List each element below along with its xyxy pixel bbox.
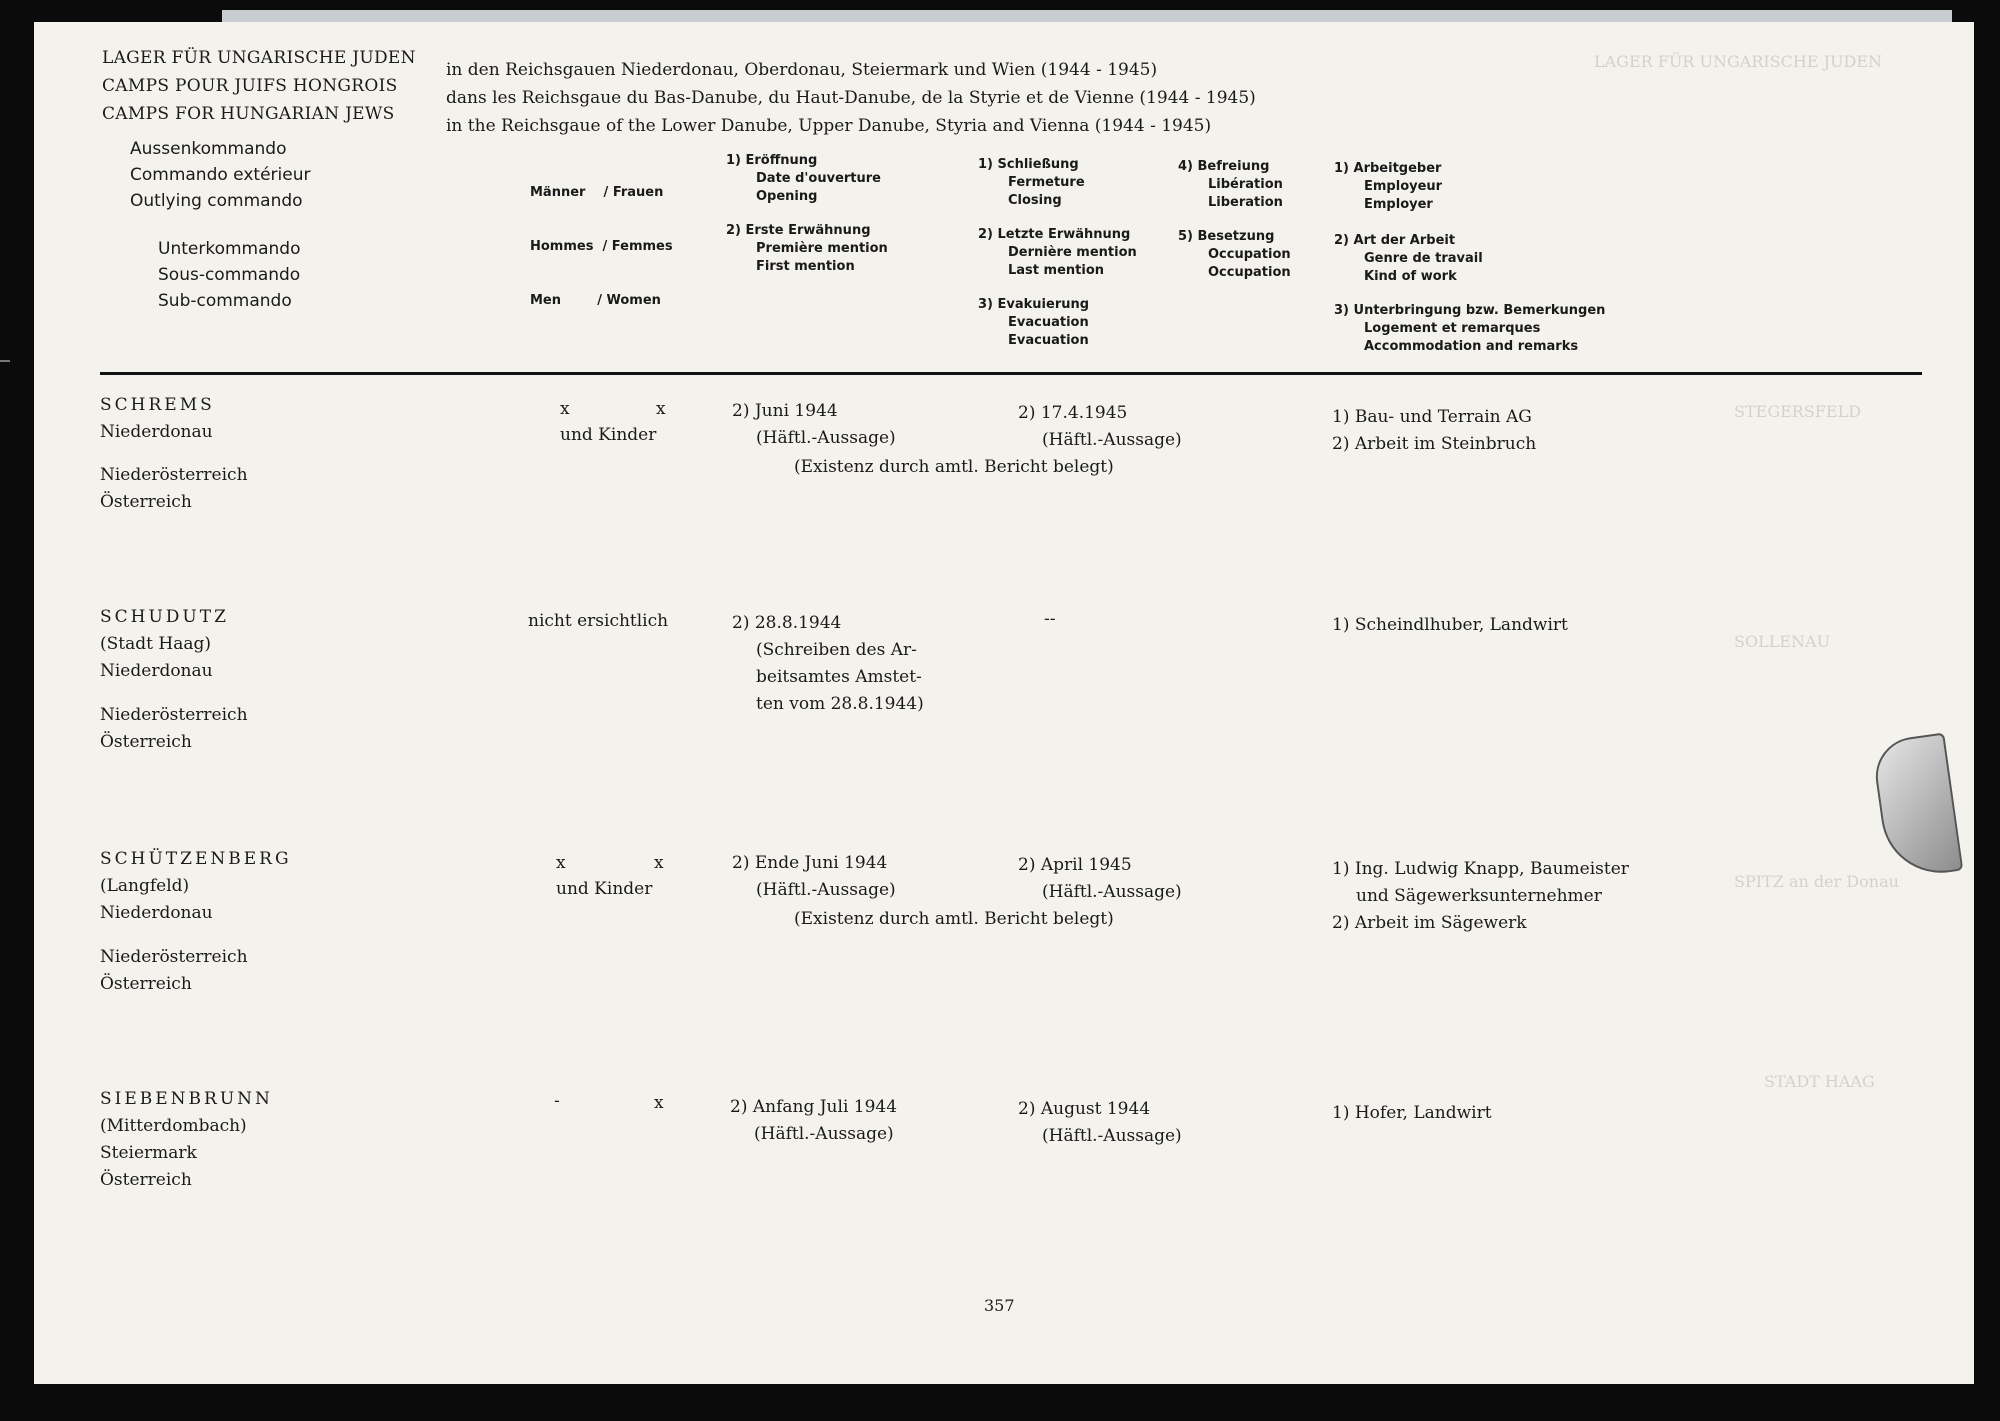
legend-gender: [530, 148, 673, 346]
legend-opening-fr: Date d'ouverture: [756, 171, 881, 186]
employer-text: 1) Hofer, Landwirt: [1332, 1103, 1492, 1123]
legend-kind-of-work: [1334, 232, 1483, 286]
extra-note: und Kinder: [556, 879, 653, 899]
region-country: Österreich: [100, 732, 192, 752]
place-gau: Niederdonau: [100, 903, 213, 923]
region-state: Niederösterreich: [100, 705, 248, 725]
legend-occupation: [1178, 228, 1291, 282]
last-mention: [1018, 400, 1182, 454]
place-name: SCHUDUTZ: [100, 607, 229, 627]
legend-sub-en: Sub-commando: [158, 291, 292, 311]
legend-outlying-en: Outlying commando: [130, 191, 303, 211]
extra-note: und Kinder: [560, 425, 657, 445]
gender-note: nicht ersichtlich: [528, 611, 669, 631]
legend-liberation-fr: Libération: [1208, 177, 1283, 192]
legend-gender-de: Männer / Frauen: [530, 185, 664, 200]
title-block: [102, 44, 416, 128]
last-mention-source: (Häftl.-Aussage): [1042, 1126, 1182, 1146]
legend-evacuation-en: Evacuation: [1008, 333, 1089, 348]
legend-kind-of-work-de: 2) Art der Arbeit: [1334, 233, 1456, 248]
legend-employer: [1334, 160, 1442, 214]
legend-sub-fr: Sous-commando: [158, 265, 301, 285]
entry-region: [100, 702, 248, 756]
work-info: [1332, 404, 1536, 458]
employer-text: und Sägewerksunternehmer: [1356, 886, 1602, 906]
bleed-through-text: SOLLENAU: [1734, 632, 1831, 651]
legend-last-mention-en: Last mention: [1008, 263, 1105, 278]
work-info: [1332, 856, 1629, 937]
legend-employer-fr: Employeur: [1364, 179, 1443, 194]
legend-sub-de: Unterkommando: [158, 239, 301, 259]
bleed-through-text: SPITZ an der Donau: [1734, 872, 1899, 891]
margin-mark: [0, 360, 10, 362]
last-mention: [1018, 1096, 1182, 1150]
first-mention-date: 2) 28.8.1944: [732, 613, 842, 633]
region-state: Niederösterreich: [100, 465, 248, 485]
men-mark: -: [554, 1091, 560, 1111]
legend-sub: [158, 236, 300, 314]
legend-occupation-en: Occupation: [1208, 265, 1291, 280]
legend-evacuation-de: 3) Evakuierung: [978, 297, 1090, 312]
region-line-fr: dans les Reichsgaue du Bas-Danube, du Haut-Danube, de la Styrie et de Vienne (1944 - 1945): [446, 88, 1256, 108]
bleed-through-text: LAGER FÜR UNGARISCHE JUDEN: [1594, 52, 1883, 71]
entry-place: [100, 392, 215, 446]
region-country: Österreich: [100, 492, 192, 512]
employer-text: 1) Ing. Ludwig Knapp, Baumeister: [1332, 859, 1629, 879]
entry-place: [100, 1086, 273, 1194]
legend-accommodation-fr: Logement et remarques: [1364, 321, 1541, 336]
legend-accommodation: [1334, 302, 1605, 356]
place-name: SCHREMS: [100, 395, 215, 415]
women-mark: x: [656, 399, 666, 419]
title-line-fr: CAMPS POUR JUIFS HONGROIS: [102, 76, 398, 96]
legend-liberation-de: 4) Befreiung: [1178, 159, 1270, 174]
region-line-de: in den Reichsgauen Niederdonau, Oberdonau, Steiermark und Wien (1944 - 1945): [446, 60, 1158, 80]
place-sub: (Langfeld): [100, 876, 190, 896]
legend-occupation-de: 5) Besetzung: [1178, 229, 1275, 244]
legend-kind-of-work-fr: Genre de travail: [1364, 251, 1483, 266]
last-mention-date: --: [1044, 609, 1056, 629]
region-subtitle: [446, 56, 1256, 140]
work-info: [1332, 612, 1568, 639]
first-mention-source: (Häftl.-Aussage): [756, 428, 896, 448]
binder-clip: [1871, 733, 1964, 881]
entry-region: [100, 462, 248, 516]
legend-occupation-fr: Occupation: [1208, 247, 1291, 262]
legend-first-mention-en: First mention: [756, 259, 855, 274]
legend-first-mention-de: 2) Erste Erwähnung: [726, 223, 871, 238]
employer-text: 1) Bau- und Terrain AG: [1332, 407, 1532, 427]
work-kind-text: 2) Arbeit im Sägewerk: [1332, 913, 1527, 933]
last-mention: [1044, 606, 1056, 633]
place-sub: (Mitterdombach): [100, 1116, 247, 1136]
place-gau: Niederdonau: [100, 661, 213, 681]
legend-closing: [978, 156, 1085, 210]
legend-liberation-en: Liberation: [1208, 195, 1283, 210]
first-mention: [732, 398, 896, 452]
legend-closing-en: Closing: [1008, 193, 1062, 208]
first-mention-source: ten vom 28.8.1944): [756, 694, 924, 714]
first-mention-source: (Schreiben des Ar-: [756, 640, 917, 660]
legend-opening-en: Opening: [756, 189, 818, 204]
existence-note: (Existenz durch amtl. Bericht belegt): [794, 457, 1114, 477]
legend-outlying-de: Aussenkommando: [130, 139, 287, 159]
title-line-de: LAGER FÜR UNGARISCHE JUDEN: [102, 48, 416, 68]
legend-kind-of-work-en: Kind of work: [1364, 269, 1457, 284]
first-mention-date: 2) Ende Juni 1944: [732, 853, 888, 873]
region-state: Niederösterreich: [100, 947, 248, 967]
legend-last-mention-fr: Dernière mention: [1008, 245, 1137, 260]
bleed-through-text: STADT HAAG: [1764, 1072, 1875, 1091]
page-number: 357: [984, 1296, 1015, 1315]
bleed-through-text: STEGERSFELD: [1734, 402, 1862, 421]
women-mark: x: [654, 1093, 664, 1113]
legend-employer-en: Employer: [1364, 197, 1433, 212]
title-line-en: CAMPS FOR HUNGARIAN JEWS: [102, 104, 395, 124]
legend-accommodation-de: 3) Unterbringung bzw. Bemerkungen: [1334, 303, 1606, 318]
header-rule: [100, 372, 1922, 375]
last-mention-date: 2) April 1945: [1018, 855, 1132, 875]
region-country: Österreich: [100, 1170, 192, 1190]
legend-evacuation-fr: Evacuation: [1008, 315, 1089, 330]
last-mention-date: 2) August 1944: [1018, 1099, 1151, 1119]
first-mention-source: (Häftl.-Aussage): [754, 1124, 894, 1144]
document-page: [34, 22, 1974, 1384]
first-mention-source: (Häftl.-Aussage): [756, 880, 896, 900]
legend-liberation: [1178, 158, 1283, 212]
entry-place: [100, 604, 229, 685]
legend-opening: [726, 152, 881, 206]
place-gau: Niederdonau: [100, 422, 213, 442]
legend-outlying: [130, 136, 310, 214]
employer-text: 1) Scheindlhuber, Landwirt: [1332, 615, 1568, 635]
legend-last-mention-de: 2) Letzte Erwähnung: [978, 227, 1131, 242]
men-mark: x: [556, 853, 566, 873]
legend-gender-fr: Hommes / Femmes: [530, 239, 673, 254]
last-mention-date: 2) 17.4.1945: [1018, 403, 1128, 423]
legend-outlying-fr: Commando extérieur: [130, 165, 311, 185]
first-mention-date: 2) Juni 1944: [732, 401, 838, 421]
work-info: [1332, 1100, 1492, 1127]
legend-closing-fr: Fermeture: [1008, 175, 1085, 190]
legend-employer-de: 1) Arbeitgeber: [1334, 161, 1442, 176]
legend-first-mention: [726, 222, 888, 276]
legend-accommodation-en: Accommodation and remarks: [1364, 339, 1579, 354]
legend-gender-en: Men / Women: [530, 293, 661, 308]
last-mention-source: (Häftl.-Aussage): [1042, 430, 1182, 450]
existence-note: (Existenz durch amtl. Bericht belegt): [794, 909, 1114, 929]
first-mention-date: 2) Anfang Juli 1944: [730, 1097, 898, 1117]
place-name: SIEBENBRUNN: [100, 1089, 273, 1109]
first-mention-source: beitsamtes Amstet-: [756, 667, 922, 687]
last-mention-source: (Häftl.-Aussage): [1042, 882, 1182, 902]
place-sub: (Stadt Haag): [100, 634, 211, 654]
legend-first-mention-fr: Première mention: [756, 241, 888, 256]
region-line-en: in the Reichsgaue of the Lower Danube, Upper Danube, Styria and Vienna (1944 - 1945): [446, 116, 1212, 136]
legend-evacuation: [978, 296, 1089, 350]
last-mention: [1018, 852, 1182, 906]
place-name: SCHÜTZENBERG: [100, 849, 292, 869]
legend-last-mention: [978, 226, 1137, 280]
region-country: Österreich: [100, 974, 192, 994]
work-kind-text: 2) Arbeit im Steinbruch: [1332, 434, 1537, 454]
women-mark: x: [654, 853, 664, 873]
legend-closing-de: 1) Schließung: [978, 157, 1079, 172]
first-mention: [732, 850, 896, 904]
first-mention: [730, 1094, 897, 1148]
place-gau: Steiermark: [100, 1143, 197, 1163]
entry-region: [100, 944, 248, 998]
legend-opening-de: 1) Eröffnung: [726, 153, 818, 168]
men-mark: x: [560, 399, 570, 419]
entry-place: [100, 846, 292, 927]
first-mention: [732, 610, 924, 718]
